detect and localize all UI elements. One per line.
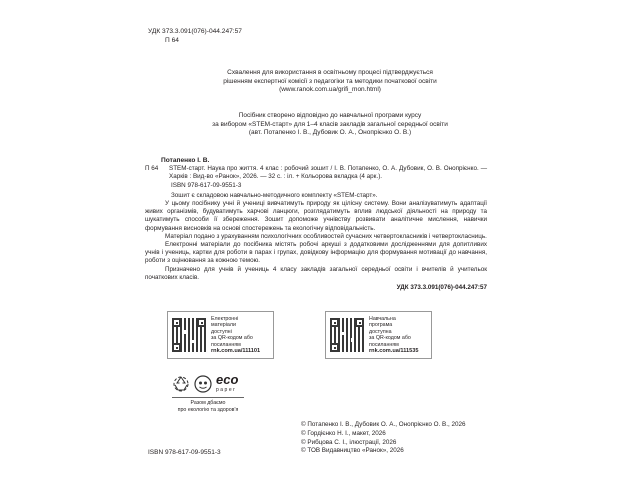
copyright-line: © Рибцова С. І., ілюстрації, 2026	[301, 438, 397, 446]
approval-notice	[170, 69, 490, 95]
qr-line: матеріали	[211, 322, 236, 328]
udk-header	[148, 27, 242, 45]
copyright-line: © Гордієнко Н. І., макет, 2026	[301, 429, 386, 437]
qr-line: за QR-кодом або	[369, 335, 411, 341]
approval-link: (www.ranok.com.ua/grifi_mon.html)	[279, 86, 381, 94]
eco-paper-logo	[216, 374, 238, 394]
paper-word: paper	[216, 387, 237, 393]
qr-link[interactable]: rnk.com.ua/111535	[369, 348, 419, 354]
eco-caption-line: Разом дбаємо	[190, 400, 226, 406]
udk-code: УДК 373.3.091(076)-044.247:57	[148, 28, 242, 35]
divider	[172, 397, 244, 398]
entry-index: П 64	[145, 165, 159, 173]
qr-text	[369, 316, 418, 355]
qr-box-materials[interactable]	[167, 311, 274, 359]
program-notice	[170, 112, 490, 138]
qr-line: посиланням	[369, 341, 399, 348]
footer-isbn: ISBN 978-617-09-9551-3	[148, 449, 221, 456]
program-line: за вибором «STEM-старт» для 1–4 класів закладів загальної середньої освіти	[212, 120, 448, 128]
recycle-icon	[172, 375, 190, 393]
qr-line: посиланням	[211, 341, 241, 348]
eco-logo-block	[172, 374, 244, 413]
eco-caption-line: про екологію та здоров'я	[177, 406, 239, 413]
qr-line: доступні	[211, 328, 232, 335]
entry-description: STEM-старт. Наука про життя. 4 клас : робочий зошит / І. В. Потапенко, О. А. Дубовик, О. В. Онопрієнко. — Харків : Вид-во «Ранок», 2026. — 32 с. : іл. + Кольорова вкладка (4 арк.).	[169, 165, 487, 181]
copyright-line: © Потапенко І. В., Дубовик О. А., Онопрієнко О. В., 2026	[301, 421, 466, 428]
qr-line: програма	[369, 322, 393, 328]
entry-annotation: Електронні матеріали до посібника містять робочі аркуші з додатковими дослідженнями для допитливих учнів і учениць, картки для роботи в парах і групах, довідкову інформацію для формування мотивації до навчання, роботи з оцінювання за кожною темою.	[145, 241, 487, 265]
qr-line: Навчальна	[369, 315, 396, 322]
entry-annotation: Призначено для учнів й учениць 4 класу закладів загальної середньої освіти і вчителів й учительок початкових класів.	[145, 265, 487, 281]
qr-link[interactable]: rnk.com.ua/111101	[211, 348, 261, 354]
smiley-leaf-icon	[194, 375, 212, 393]
entry-udk: УДК 373.3.091(076)-044.247:57	[396, 284, 487, 292]
qr-box-program[interactable]	[325, 311, 432, 359]
qr-line: Електронні	[211, 315, 239, 322]
entry-main	[145, 165, 487, 181]
catalog-entry	[145, 157, 487, 292]
program-authors: (авт. Потапенко І. В., Дубовик О. А., Онопрієнко О. В.)	[248, 129, 412, 137]
qr-line: доступна	[369, 328, 392, 335]
approval-line: рішенням експертної комісії з педагогіки та методики початкової освіти	[223, 77, 437, 85]
entry-annotation: Матеріал подано з урахуванням психологічних особливостей сучасних четвертокласників і четвертокласниць.	[165, 232, 487, 240]
approval-line: Схвалення для використання в освітньому процесі підтверджується	[227, 69, 433, 76]
copyright-line: © ТОВ Видавництво «Ранок», 2026	[301, 447, 404, 455]
eco-word: eco	[216, 372, 239, 387]
qr-line: за QR-кодом або	[211, 335, 253, 341]
entry-annotation: У цьому посібнику учні й учениці вивчатимуть природу як цілісну систему. Вони аналізуватимуть адаптації живих організмів, будуватимуть харчові ланцюги, розглядатимуть вплив людської діяльності на природу та шукатимуть способи її збереження. Зошит допоможе учнівству розвивати аналітичне мислення, навички формування висновків на основі спостережень та екологічну відповідальність.	[145, 200, 487, 232]
entry-author: Потапенко І. В.	[161, 157, 210, 164]
qr-code-icon[interactable]	[172, 318, 206, 352]
qr-code-icon[interactable]	[330, 318, 364, 352]
qr-text	[211, 316, 260, 355]
eco-caption	[172, 400, 244, 413]
program-line: Посібник створено відповідно до навчальної програми курсу	[238, 112, 422, 119]
entry-isbn: ISBN 978-617-09-9551-3	[171, 181, 242, 189]
catalog-index: П 64	[165, 37, 179, 44]
entry-annotation-kit: Зошит є складовою навчально-методичного комплекту «STEM-старт».	[171, 191, 378, 199]
copyright-list	[301, 421, 466, 456]
